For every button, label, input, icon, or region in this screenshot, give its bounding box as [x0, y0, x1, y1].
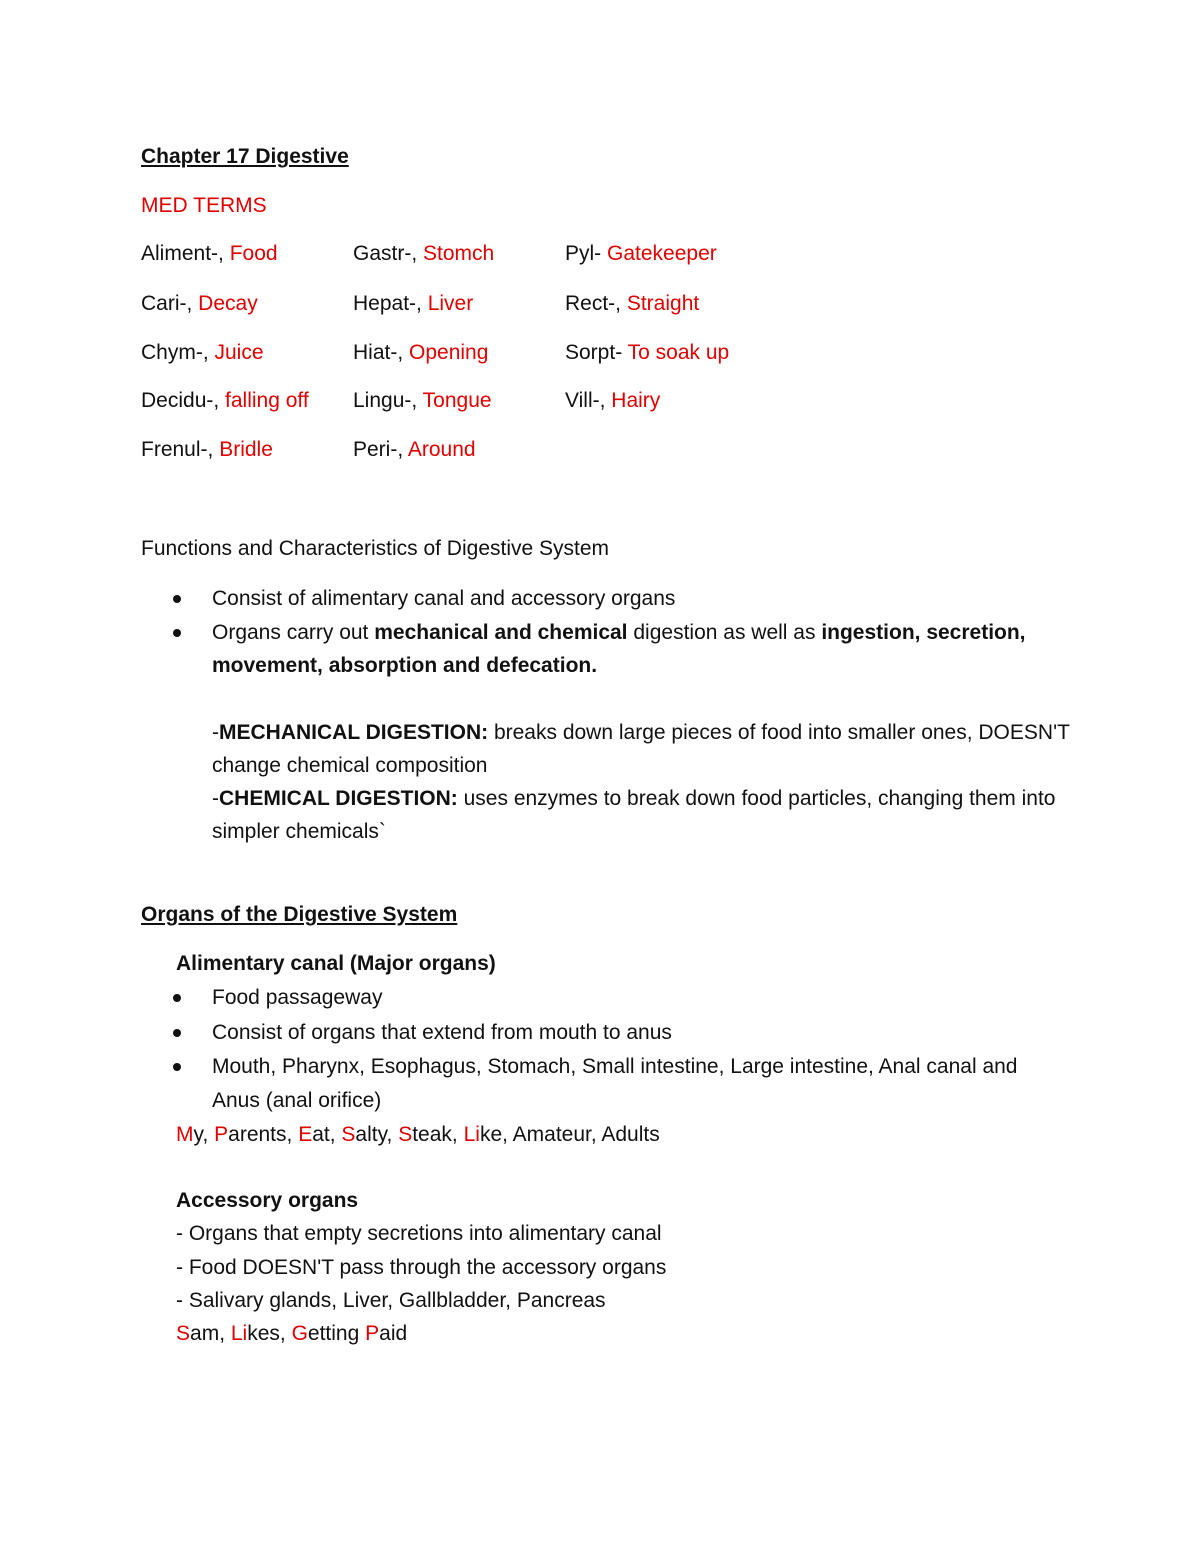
term-chym: Chym-, Juice	[141, 341, 264, 364]
term-sorpt: Sorpt- To soak up	[565, 341, 730, 364]
functions-bullet-2-cont: movement, absorption and defecation.	[212, 654, 598, 677]
term-decidu: Decidu-, falling off	[141, 389, 309, 412]
chemical-digestion-cont: simpler chemicals`	[212, 820, 386, 843]
alimentary-heading: Alimentary canal (Major organs)	[176, 952, 496, 975]
page-title: Chapter 17 Digestive	[141, 145, 349, 168]
alimentary-bullet-2: Consist of organs that extend from mouth to anus	[212, 1021, 672, 1044]
bullet-icon	[173, 994, 181, 1002]
mechanical-digestion-cont: change chemical composition	[212, 754, 488, 777]
term-gastr: Gastr-, Stomch	[353, 242, 495, 265]
functions-bullet-1: Consist of alimentary canal and accessory organs	[212, 587, 676, 610]
functions-bullet-2: Organs carry out mechanical and chemical digestion as well as ingestion, secretion,	[212, 621, 1026, 644]
accessory-line-3: - Salivary glands, Liver, Gallbladder, Pancreas	[176, 1289, 606, 1312]
alimentary-bullet-3-cont: Anus (anal orifice)	[212, 1089, 382, 1112]
term-aliment: Aliment-, Food	[141, 242, 278, 265]
term-hiat: Hiat-, Opening	[353, 341, 489, 364]
bullet-icon	[173, 629, 181, 637]
bullet-icon	[173, 595, 181, 603]
organs-heading: Organs of the Digestive System	[141, 903, 458, 926]
bullet-icon	[173, 1029, 181, 1037]
med-terms-heading: MED TERMS	[141, 194, 267, 217]
term-frenul: Frenul-, Bridle	[141, 438, 273, 461]
term-lingu: Lingu-, Tongue	[353, 389, 492, 412]
functions-heading: Functions and Characteristics of Digestive System	[141, 537, 610, 560]
term-peri: Peri-, Around	[353, 438, 476, 461]
alimentary-bullet-1: Food passageway	[212, 986, 383, 1009]
chemical-digestion: -CHEMICAL DIGESTION: uses enzymes to break down food particles, changing them into	[212, 787, 1056, 810]
mechanical-digestion: -MECHANICAL DIGESTION: breaks down large pieces of food into smaller ones, DOESN'T	[212, 721, 1070, 744]
alimentary-bullet-3: Mouth, Pharynx, Esophagus, Stomach, Small intestine, Large intestine, Anal canal and	[212, 1055, 1018, 1078]
term-pyl: Pyl- Gatekeeper	[565, 242, 717, 265]
bullet-icon	[173, 1063, 181, 1071]
mnemonic-alimentary: My, Parents, Eat, Salty, Steak, Like, Amateur, Adults	[176, 1123, 660, 1146]
accessory-line-1: - Organs that empty secretions into alimentary canal	[176, 1222, 662, 1245]
accessory-heading: Accessory organs	[176, 1189, 359, 1212]
term-cari: Cari-, Decay	[141, 292, 258, 315]
term-vill: Vill-, Hairy	[565, 389, 661, 412]
term-rect: Rect-, Straight	[565, 292, 700, 315]
accessory-line-2: - Food DOESN'T pass through the accessory organs	[176, 1256, 667, 1279]
mnemonic-accessory: Sam, Likes, Getting Paid	[176, 1322, 408, 1345]
term-hepat: Hepat-, Liver	[353, 292, 474, 315]
